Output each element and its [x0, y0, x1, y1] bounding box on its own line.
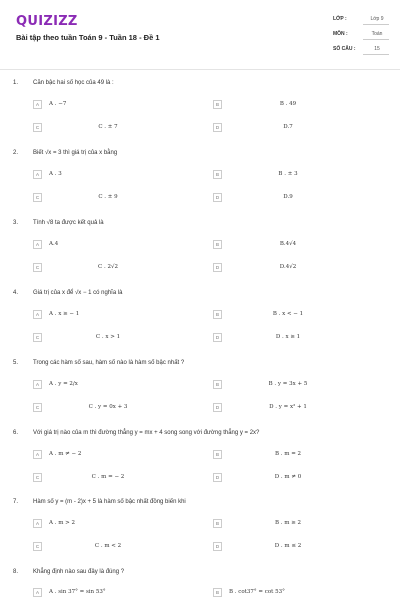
meta-underline — [363, 54, 389, 55]
choice-a[interactable] — [33, 380, 213, 392]
question-number: 5. — [13, 360, 19, 366]
choice-text: D.9 — [283, 194, 293, 200]
choice-d[interactable] — [213, 193, 393, 205]
choice-text: B . cot37° = cot 53° — [229, 589, 285, 595]
choice-letter-box: C — [33, 123, 42, 132]
choice-text: B . x < − 1 — [272, 311, 304, 317]
choice-letter-box: C — [33, 473, 42, 482]
meta-count-value: 15 — [374, 46, 380, 52]
meta-class-value: Lớp 9 — [370, 16, 384, 22]
question-number: 8. — [13, 569, 19, 575]
choice-text: C . m < 2 — [94, 543, 122, 549]
choice-letter-box: B — [213, 100, 222, 109]
choice-a[interactable] — [33, 588, 213, 600]
choice-text: C . y = 0x + 3 — [88, 404, 128, 410]
choice-text: B.4√4 — [279, 241, 297, 247]
choice-letter-box: A — [33, 170, 42, 179]
choice-b[interactable] — [213, 519, 393, 531]
question-number: 2. — [13, 150, 19, 156]
choice-letter-box: B — [213, 588, 222, 597]
choice-letter-box: B — [213, 310, 222, 319]
choice-a[interactable] — [33, 450, 213, 462]
choice-letter-box: B — [213, 380, 222, 389]
choice-letter-box: D — [213, 473, 222, 482]
choice-text: A . sin 37° = sin 53° — [49, 589, 106, 595]
choice-letter-box: A — [33, 450, 42, 459]
choice-c[interactable] — [33, 403, 213, 415]
choice-text: B . ± 3 — [278, 171, 298, 177]
choice-letter-box: A — [33, 380, 42, 389]
worksheet-title: Bài tập theo tuần Toán 9 - Tuần 18 - Đề 1 — [16, 33, 160, 42]
question-text: Giá trị của x để √x − 1 có nghĩa là — [33, 290, 123, 296]
choice-d[interactable] — [213, 333, 393, 345]
choice-letter-box: B — [213, 519, 222, 528]
choice-letter-box: D — [213, 333, 222, 342]
question-number: 7. — [13, 499, 19, 505]
question-text: Với giá trị nào của m thì đường thẳng y = mx + 4 song song với đường thẳng y = 2x? — [33, 430, 260, 436]
choice-letter-box: D — [213, 403, 222, 412]
choice-text: D.7 — [283, 124, 293, 130]
choice-text: D.4√2 — [279, 264, 297, 270]
choice-text: A.4 — [49, 241, 59, 247]
choice-text: B . y = 3x + 5 — [268, 381, 308, 387]
choice-d[interactable] — [213, 542, 393, 554]
meta-subject-value: Toán — [371, 31, 383, 37]
choice-text: C . m = − 2 — [91, 474, 125, 480]
choice-letter-box: C — [33, 542, 42, 551]
choice-letter-box: B — [213, 240, 222, 249]
choice-a[interactable] — [33, 240, 213, 252]
choice-d[interactable] — [213, 123, 393, 135]
choice-text: B . m ≥ 2 — [274, 520, 302, 526]
choice-letter-box: C — [33, 263, 42, 272]
choice-text: D . m ≤ 2 — [274, 543, 302, 549]
choice-letter-box: A — [33, 310, 42, 319]
choice-text: A . y = 2/x — [49, 381, 78, 387]
choice-c[interactable] — [33, 333, 213, 345]
question-text: Tính √8 ta được kết quả là — [33, 220, 104, 226]
worksheet-header — [0, 0, 400, 70]
choice-text: C . ± 9 — [98, 194, 118, 200]
choice-c[interactable] — [33, 473, 213, 485]
meta-count-label: SỐ CÂU : — [333, 46, 356, 52]
choice-letter-box: D — [213, 193, 222, 202]
choice-b[interactable] — [213, 588, 393, 600]
choice-d[interactable] — [213, 403, 393, 415]
choice-letter-box: C — [33, 333, 42, 342]
choice-letter-box: A — [33, 519, 42, 528]
meta-subject-label: MÔN : — [333, 31, 348, 37]
question-number: 6. — [13, 430, 19, 436]
question-text: Căn bậc hai số học của 49 là : — [33, 80, 114, 86]
choice-letter-box: B — [213, 170, 222, 179]
meta-underline — [363, 39, 389, 40]
choice-text: A . x ≥ − 1 — [49, 311, 80, 317]
choice-b[interactable] — [213, 380, 393, 392]
choice-a[interactable] — [33, 310, 213, 322]
choice-text: D . y = x² + 1 — [269, 404, 307, 410]
choice-letter-box: B — [213, 450, 222, 459]
choice-a[interactable] — [33, 100, 213, 112]
choice-text: A . m ≠ − 2 — [49, 451, 82, 457]
question-number: 4. — [13, 290, 19, 296]
choice-letter-box: D — [213, 123, 222, 132]
choice-a[interactable] — [33, 170, 213, 182]
question-text: Biết √x = 3 thì giá trị của x bằng — [33, 150, 118, 156]
choice-c[interactable] — [33, 193, 213, 205]
choice-text: D . x ≥ 1 — [275, 334, 301, 340]
choice-c[interactable] — [33, 263, 213, 275]
choice-letter-box: D — [213, 542, 222, 551]
choice-c[interactable] — [33, 542, 213, 554]
choice-letter-box: C — [33, 403, 42, 412]
choice-text: C . ± 7 — [98, 124, 118, 130]
meta-class-label: LỚP : — [333, 16, 347, 22]
choice-letter-box: C — [33, 193, 42, 202]
choice-d[interactable] — [213, 263, 393, 275]
choice-letter-box: A — [33, 588, 42, 597]
choice-d[interactable] — [213, 473, 393, 485]
choice-c[interactable] — [33, 123, 213, 135]
choice-a[interactable] — [33, 519, 213, 531]
choice-b[interactable] — [213, 240, 393, 252]
choice-text: C . x > 1 — [95, 334, 121, 340]
choice-letter-box: D — [213, 263, 222, 272]
choice-b[interactable] — [213, 170, 393, 182]
choice-text: D . m ≠ 0 — [274, 474, 302, 480]
choice-letter-box: A — [33, 240, 42, 249]
question-text: Khẳng định nào sau đây là đúng ? — [33, 569, 125, 575]
choice-text: B . 49 — [279, 101, 297, 107]
choice-text: A . 3 — [49, 171, 62, 177]
choice-b[interactable] — [213, 450, 393, 462]
question-number: 3. — [13, 220, 19, 226]
question-number: 1. — [13, 80, 19, 86]
question-text: Hàm số y = (m - 2)x + 5 là hàm số bậc nhất đồng biến khi — [33, 499, 186, 505]
choice-text: A . m > 2 — [49, 520, 76, 526]
quizizz-logo: QUIZIZZ — [16, 14, 78, 29]
choice-letter-box: A — [33, 100, 42, 109]
choice-b[interactable] — [213, 310, 393, 322]
choice-text: B . m = 2 — [274, 451, 302, 457]
choice-text: C . 2√2 — [98, 264, 118, 270]
meta-underline — [363, 24, 389, 25]
choice-b[interactable] — [213, 100, 393, 112]
question-text: Trong các hàm số sau, hàm số nào là hàm số bậc nhất ? — [33, 360, 185, 366]
choice-text: A . −7 — [49, 101, 67, 107]
